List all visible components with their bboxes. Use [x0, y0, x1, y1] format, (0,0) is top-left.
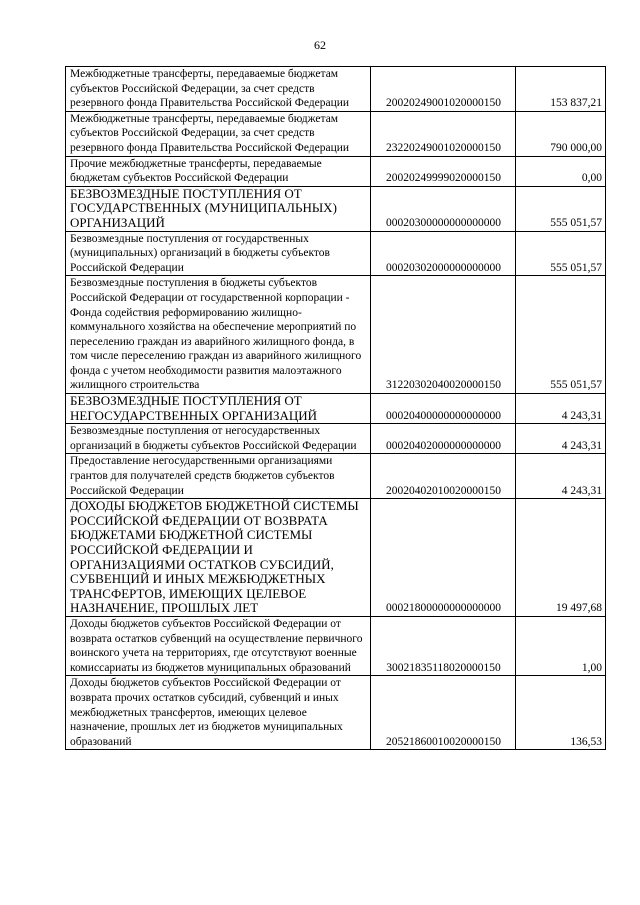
row-code: 00020302000000000000 [371, 231, 516, 276]
row-name: Межбюджетные трансферты, передаваемые бюджетам субъектов Российской Федерации, за счет средств резервного фонда Правительства Российской Федерации [66, 111, 371, 156]
row-amount: 1,00 [516, 616, 606, 675]
row-amount: 153 837,21 [516, 67, 606, 112]
table-row [66, 67, 606, 112]
row-amount: 555 051,57 [516, 186, 606, 231]
table-row [66, 186, 606, 231]
table-row [66, 676, 606, 750]
row-name: Прочие межбюджетные трансферты, передаваемые бюджетам субъектов Российской Федерации [66, 156, 371, 186]
row-name: БЕЗВОЗМЕЗДНЫЕ ПОСТУПЛЕНИЯ ОТ ГОСУДАРСТВЕННЫХ (МУНИЦИПАЛЬНЫХ) ОРГАНИЗАЦИЙ [66, 186, 371, 231]
row-code: 00020300000000000000 [371, 186, 516, 231]
row-code: 00020400000000000000 [371, 394, 516, 424]
table-row [66, 276, 606, 394]
budget-table [65, 66, 606, 750]
row-amount: 19 497,68 [516, 499, 606, 617]
table-row [66, 156, 606, 186]
row-code: 23220249001020000150 [371, 111, 516, 156]
row-name: Безвозмездные поступления от негосударственных организаций в бюджеты субъектов Российской Федерации [66, 424, 371, 454]
row-name: Доходы бюджетов субъектов Российской Федерации от возврата прочих остатков субсидий, субвенций и иных межбюджетных трансфертов, имеющих целевое назначение, прошлых лет из бюджетов муниципальных образований [66, 676, 371, 750]
row-code: 31220302040020000150 [371, 276, 516, 394]
row-name: ДОХОДЫ БЮДЖЕТОВ БЮДЖЕТНОЙ СИСТЕМЫ РОССИЙСКОЙ ФЕДЕРАЦИИ ОТ ВОЗВРАТА БЮДЖЕТАМИ БЮДЖЕТНОЙ СИСТЕМЫ РОССИЙСКОЙ ФЕДЕРАЦИИ И ОРГАНИЗАЦИЯМИ ОСТАТКОВ СУБСИДИЙ, СУБВЕНЦИЙ И ИНЫХ МЕЖБЮДЖЕТНЫХ ТРАНСФЕРТОВ, ИМЕЮЩИХ ЦЕЛЕВОЕ НАЗНАЧЕНИЕ, ПРОШЛЫХ ЛЕТ [66, 499, 371, 617]
row-amount: 555 051,57 [516, 276, 606, 394]
row-code: 20020249001020000150 [371, 67, 516, 112]
table-row [66, 111, 606, 156]
row-amount: 136,53 [516, 676, 606, 750]
table-row [66, 616, 606, 675]
row-code: 30021835118020000150 [371, 616, 516, 675]
row-name: Доходы бюджетов субъектов Российской Федерации от возврата остатков субвенций на осуществление первичного воинского учета на территориях, где отсутствуют военные комиссариаты из бюджетов муниципальных образований [66, 616, 371, 675]
row-amount: 790 000,00 [516, 111, 606, 156]
row-name: Безвозмездные поступления от государственных (муниципальных) организаций в бюджеты субъектов Российской Федерации [66, 231, 371, 276]
table-row [66, 499, 606, 617]
row-name: Предоставление негосударственными организациями грантов для получателей средств бюджетов субъектов Российской Федерации [66, 454, 371, 499]
row-code: 20020249999020000150 [371, 156, 516, 186]
row-name: Безвозмездные поступления в бюджеты субъектов Российской Федерации от государственной корпорации - Фонда содействия реформированию жилищно-коммунального хозяйства на обеспечение мероприятий по переселению граждан из аварийного жилищного фонда, в том числе переселению граждан из аварийного жилищного фонда с учетом необходимости развития малоэтажного жилищного строительства [66, 276, 371, 394]
row-amount: 555 051,57 [516, 231, 606, 276]
row-code: 00021800000000000000 [371, 499, 516, 617]
row-code: 20020402010020000150 [371, 454, 516, 499]
row-amount: 4 243,31 [516, 454, 606, 499]
table-row [66, 424, 606, 454]
table-row [66, 454, 606, 499]
row-amount: 4 243,31 [516, 424, 606, 454]
table-row [66, 231, 606, 276]
row-code: 00020402000000000000 [371, 424, 516, 454]
row-amount: 0,00 [516, 156, 606, 186]
row-amount: 4 243,31 [516, 394, 606, 424]
row-name: БЕЗВОЗМЕЗДНЫЕ ПОСТУПЛЕНИЯ ОТ НЕГОСУДАРСТВЕННЫХ ОРГАНИЗАЦИЙ [66, 394, 371, 424]
page-number: 62 [314, 38, 326, 52]
row-code: 20521860010020000150 [371, 676, 516, 750]
row-name: Межбюджетные трансферты, передаваемые бюджетам субъектов Российской Федерации, за счет средств резервного фонда Правительства Российской Федерации [66, 67, 371, 112]
table-row [66, 394, 606, 424]
